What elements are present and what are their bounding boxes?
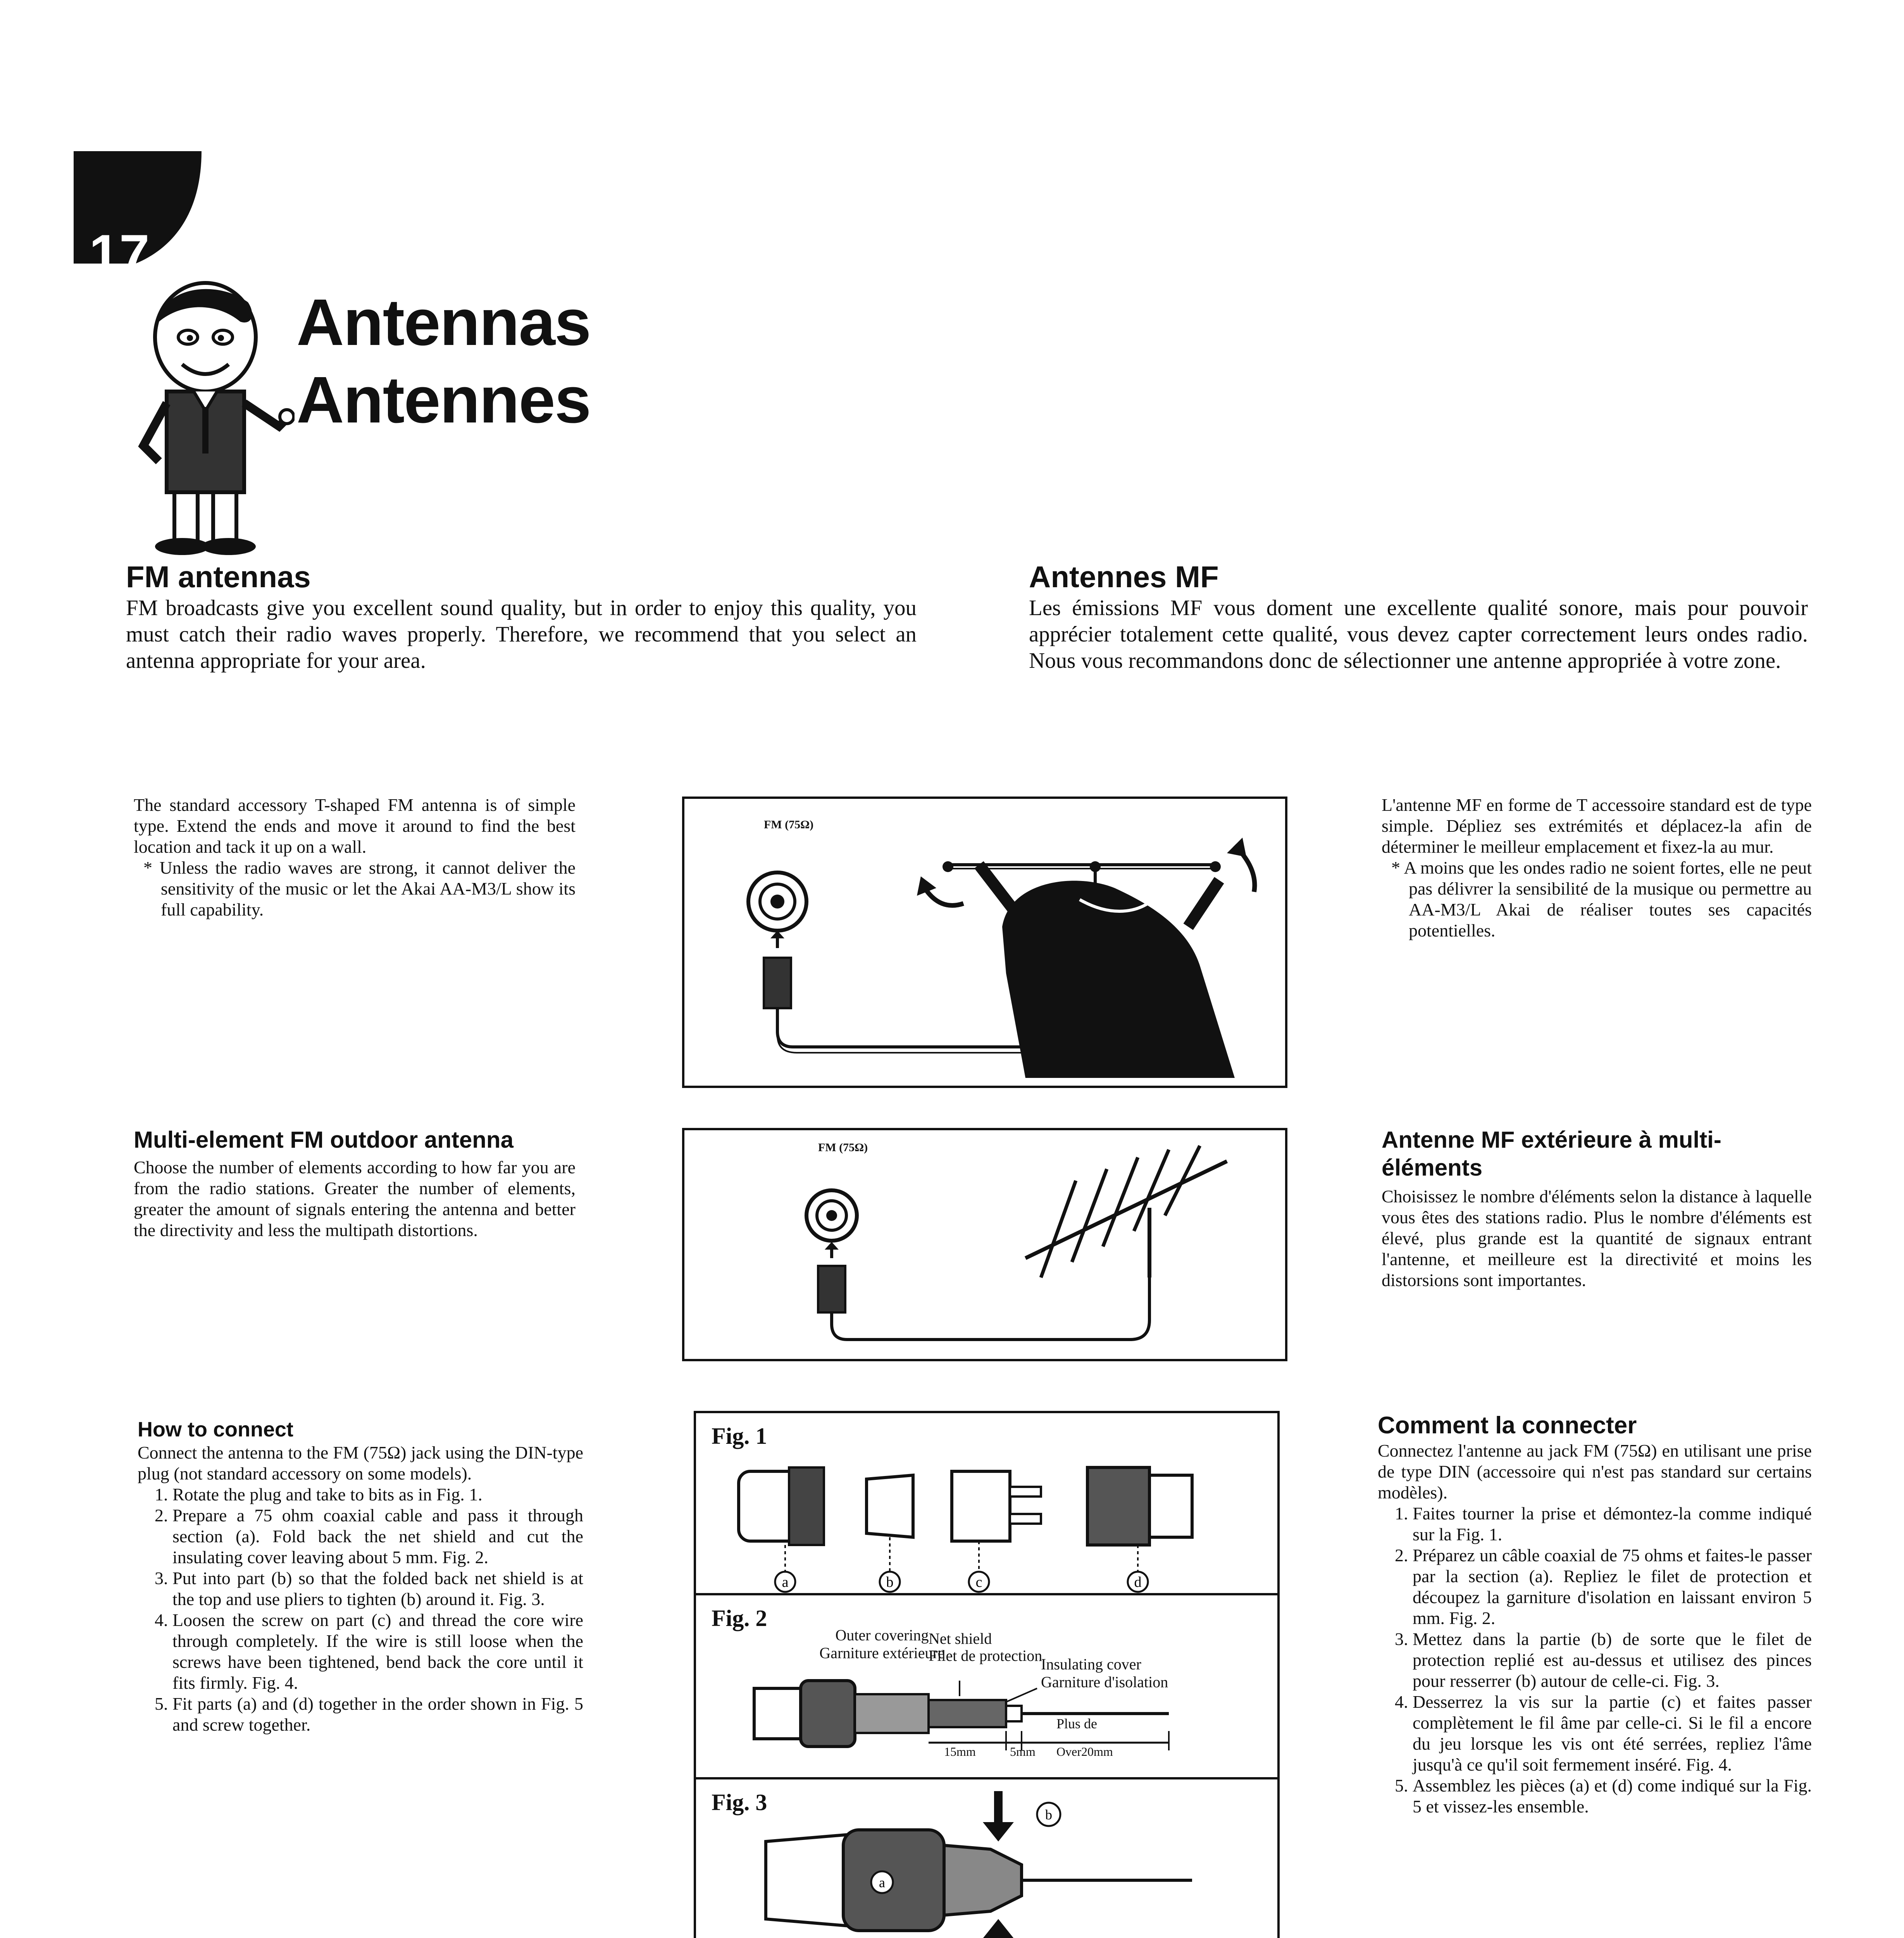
multi-element-text-fr: Choisissez le nombre d'éléments selon la distance à laquelle vous êtes des stations radio. Plus le nombre d'éléments est élevé, plus grande est la quantité de signaux entrant l'antenne, et meilleure est la directivité et moins les distorsions sont importantes. xyxy=(1382,1186,1812,1290)
t-antenna-text-fr: L'antenne MF en forme de T accessoire standard est de type simple. Dépliez ses extrémités et déplacez-la afin de déterminer le meilleur emplacement et fixez-la au mur. * A moins que les ondes radio ne soient fortes, elle ne peut pas délivrer la sensibilité de la musique ou permettre au AA-M3/L Akai de réaliser toutes ses capacités potentielles. xyxy=(1382,795,1812,941)
how-to-connect-fr xyxy=(1378,1411,1812,1817)
fm-jack-label-2: FM (75Ω) xyxy=(818,1141,868,1154)
fm-antennas-heading-en: FM antennas xyxy=(126,560,311,594)
fig3-panel xyxy=(694,1777,1280,1938)
fig2-plus-de: Plus de xyxy=(1056,1716,1098,1731)
fig2-insulating-cover: Insulating cover Garniture d'isolation xyxy=(1041,1655,1168,1691)
fm-antennas-text-fr: Les émissions MF vous doment une excellente qualité sonore, mais pour pouvoir apprécier totalement cette qualité, vous devez capter correctement leurs ondes radio. Nous vous recommandons donc de sélectionner une antenne appropriée à votre zone. xyxy=(1029,596,1808,673)
t-antenna-figure xyxy=(682,797,1287,1088)
fig1-part-c: c xyxy=(975,1574,982,1590)
fig2-outer-covering: Outer covering Garniture extérieure xyxy=(819,1626,945,1662)
page-title-en: Antennas xyxy=(296,286,591,359)
fig2-net-shield: Net shield Filet de protection xyxy=(929,1630,1042,1664)
step-item: 3. Mettez dans la partie (b) de sorte que le filet de protection replié est au-dessus et utilisez des pinces pour resserrer (b) autour de celle-ci. Fig. 3. xyxy=(1413,1629,1812,1691)
multi-element-heading-en: Multi-element FM outdoor antenna xyxy=(134,1127,513,1153)
fig3-label: Fig. 3 xyxy=(712,1790,767,1815)
step-item: 5. Fit parts (a) and (d) together in the order shown in Fig. 5 and screw together. xyxy=(172,1693,583,1735)
step-item: 5. Assemblez les pièces (a) et (d) come indiqué sur la Fig. 5 et vissez-les ensemble. xyxy=(1413,1775,1812,1817)
fig1-part-d: d xyxy=(1134,1574,1142,1590)
step-item: 2. Préparez un câble coaxial de 75 ohms et faites-le passer par la section (a). Repliez le filet de protection et découpez la garniture d'isolation en laissant environ 5 mm. Fig. 2. xyxy=(1413,1545,1812,1629)
fig1-part-a: a xyxy=(782,1574,789,1590)
how-to-connect-intro-en: Connect the antenna to the FM (75Ω) jack using the DIN-type plug (not standard accessory on some models). xyxy=(138,1443,583,1483)
step-item: 1. Faites tourner la prise et démontez-la comme indiqué sur la Fig. 1. xyxy=(1413,1503,1812,1545)
fig2-dim-5: 5mm xyxy=(1010,1745,1036,1759)
fig1-part-b: b xyxy=(886,1574,894,1590)
fm-antennas-heading-fr: Antennes MF xyxy=(1029,560,1219,594)
how-to-connect-steps-en xyxy=(138,1484,583,1735)
fig3-part-b-top: b xyxy=(1045,1807,1052,1822)
step-item: 2. Prepare a 75 ohm coaxial cable and pass it through section (a). Fold back the net shield and cut the insulating cover leaving about 5 mm. Fig. 2. xyxy=(172,1505,583,1568)
fig2-dim-15: 15mm xyxy=(944,1745,976,1759)
how-to-connect-steps-fr xyxy=(1378,1503,1812,1817)
how-to-connect-heading-en: How to connect xyxy=(138,1418,293,1441)
fm-jack-label: FM (75Ω) xyxy=(764,818,814,831)
step-item: 1. Rotate the plug and take to bits as in Fig. 1. xyxy=(172,1484,583,1505)
fig2-dim-over20: Over20mm xyxy=(1056,1745,1113,1759)
t-antenna-text-en: The standard accessory T-shaped FM antenna is of simple type. Extend the ends and move it around to find the best location and tack it up on a wall. * Unless the radio waves are strong, it cannot deliver the sensitivity of the music or let the Akai AA-M3/L show its full capability. xyxy=(134,795,576,920)
how-to-connect-en xyxy=(138,1417,583,1735)
multi-element-text-en: Choose the number of elements according to how far you are from the radio stations. Greater the number of elements, greater the amount of signals entering the antenna and better the directivity and less the multipath distortions. xyxy=(134,1157,576,1240)
fig2-panel xyxy=(694,1593,1280,1784)
step-item: 4. Desserrez la vis sur la partie (c) et faites passer complètement le fil âme par celle-ci. Si le fil a encore du jeu lorsque les vis ont été serrées, repliez l'âme jusqu'à ce qu'il soit fermement inséré. Fig. 4. xyxy=(1413,1691,1812,1775)
mascot-illustration xyxy=(116,279,295,558)
multi-element-figure xyxy=(682,1128,1287,1361)
step-item: 3. Put into part (b) so that the folded back net shield is at the top and use pliers to tighten (b) around it. Fig. 3. xyxy=(172,1568,583,1610)
multi-element-heading-fr: Antenne MF extérieure à multi-éléments xyxy=(1382,1127,1721,1181)
fig1-panel xyxy=(694,1411,1280,1600)
fig1-label: Fig. 1 xyxy=(712,1423,767,1449)
fig2-label: Fig. 2 xyxy=(712,1605,767,1631)
how-to-connect-heading-fr: Comment la connecter xyxy=(1378,1412,1637,1439)
fig3-part-a: a xyxy=(879,1875,885,1890)
fm-antennas-text-en: FM broadcasts give you excellent sound quality, but in order to enjoy this quality, you must catch their radio waves properly. Therefore, we recommend that you select an antenna appropriate for your area. xyxy=(126,596,917,673)
page-number: 17 xyxy=(89,223,150,284)
step-item: 4. Loosen the screw on part (c) and thread the core wire through completely. If the wire is still loose when the screws have been tightened, bend back the core until it fits firmly. Fig. 4. xyxy=(172,1610,583,1693)
how-to-connect-intro-fr: Connectez l'antenne au jack FM (75Ω) en utilisant une prise de type DIN (accessoire qui n'est pas standard sur certains modèles). xyxy=(1378,1441,1812,1502)
page-title-fr: Antennes xyxy=(296,363,591,437)
